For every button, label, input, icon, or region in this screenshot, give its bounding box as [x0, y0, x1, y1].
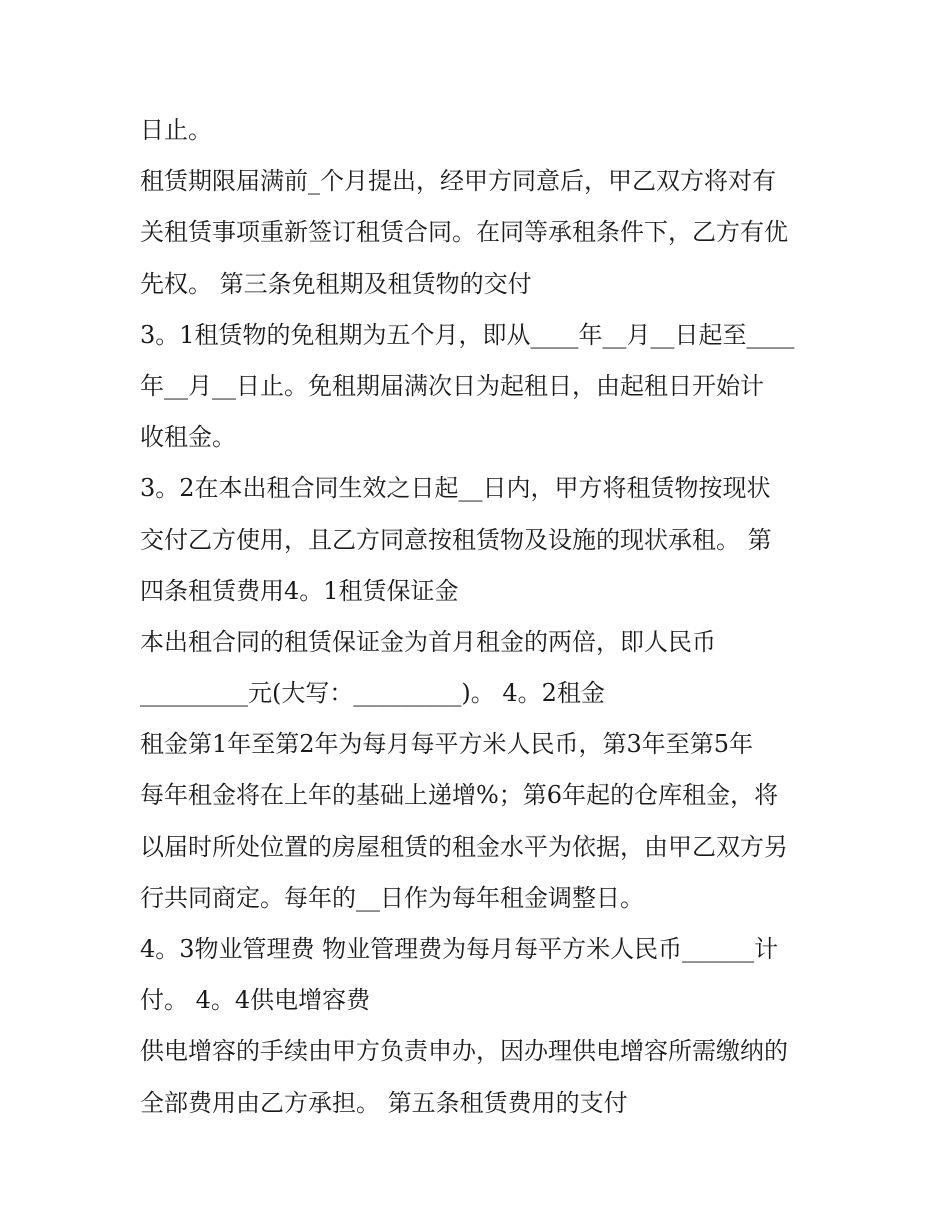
document-body	[140, 105, 820, 1129]
text-line: _________元(大写：_________)。 4。2租金	[140, 679, 605, 708]
text-line: 先权。 第三条免租期及租赁物的交付	[140, 269, 532, 298]
text-line: 以届时所处位置的房屋租赁的租金水平为依据，由甲乙双方另	[140, 832, 788, 861]
text-line: 四条租赁费用4。1租赁保证金	[140, 576, 459, 605]
text-line: 租赁期限届满前_个月提出，经甲方同意后，甲乙双方将对有	[140, 167, 776, 196]
text-line: 年__月__日止。免租期届满次日为起租日，由起租日开始计	[140, 371, 764, 400]
text-line: 全部费用由乙方承担。 第五条租赁费用的支付	[140, 1088, 628, 1117]
text-line: 交付乙方使用，且乙方同意按租赁物及设施的现状承租。 第	[140, 525, 772, 554]
text-line: 供电增容的手续由甲方负责申办，因办理供电增容所需缴纳的	[140, 1037, 788, 1066]
text-line: 租金第1年至第2年为每月每平方米人民币，第3年至第5年	[140, 730, 754, 759]
text-line: 行共同商定。每年的__日作为每年租金调整日。	[140, 883, 644, 912]
text-line: 付。 4。4供电增容费	[140, 986, 371, 1015]
text-line: 3。1租赁物的免租期为五个月，即从____年__月__日起至____	[140, 320, 795, 349]
text-line: 本出租合同的租赁保证金为首月租金的两倍，即人民币	[140, 627, 716, 656]
text-line: 3。2在本出租合同生效之日起__日内，甲方将租赁物按现状	[140, 474, 771, 503]
text-line: 关租赁事项重新签订租赁合同。在同等承租条件下，乙方有优	[140, 218, 788, 247]
text-line: 收租金。	[140, 423, 236, 452]
text-line: 日止。	[140, 116, 212, 144]
text-line: 每年租金将在上年的基础上递增%；第6年起的仓库租金，将	[140, 781, 779, 810]
text-line: 4。3物业管理费 物业管理费为每月每平方米人民币______计	[140, 935, 779, 963]
